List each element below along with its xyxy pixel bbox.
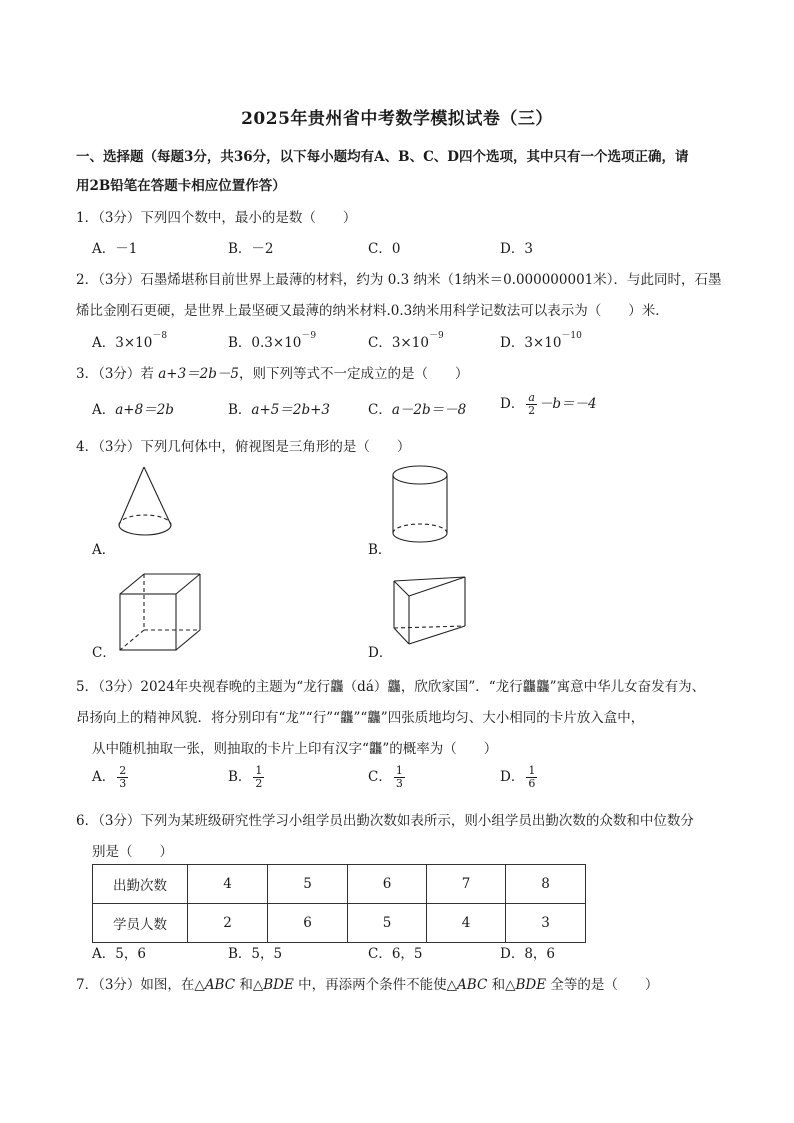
question-4-stem: 4．（3分）下列几何体中，俯视图是三角形的是（ ） — [76, 439, 411, 455]
table-row — [93, 904, 586, 943]
cylinder-icon — [392, 465, 452, 550]
q3-option-b: B．a+5＝2b+3 — [228, 402, 331, 418]
section-header-line1: 一、选择题（每题3分，共36分，以下每小题均有A、B、C、D四个选项，其中只有一个选项正确，请 — [76, 149, 689, 165]
q3-option-c: C．a－2b＝－8 — [368, 402, 467, 418]
table-row — [93, 865, 586, 904]
table-cell: 6 — [268, 904, 348, 943]
table-header-cell: 学员人数 — [93, 904, 188, 943]
fraction: $\frac{a}{2}$ — [528, 391, 536, 417]
table-cell: 7 — [427, 865, 506, 904]
cube-icon — [118, 572, 208, 652]
question-5-line1: 5．（3分）2024年央视春晚的主题为“龙行龘（dá）龘，欣欣家国”．“龙行龘龘”寓意中华儿女奋发有为、 — [76, 679, 706, 695]
question-6-line1: 6．（3分）下列为某班级研究性学习小组学员出勤次数如表所示，则小组学员出勤次数的众数和中位数分 — [76, 813, 694, 829]
cone-icon — [116, 465, 176, 550]
q6-option-c: C．6，5 — [368, 946, 423, 962]
table-cell: 5 — [348, 904, 427, 943]
q5-option-c: C． $\frac{1}{3}$ — [368, 764, 403, 790]
q1-option-a: A．－1 — [92, 241, 138, 257]
page-title: 2025年贵州省中考数学模拟试卷（三） — [241, 109, 553, 129]
q1-option-b: B．－2 — [228, 241, 274, 257]
q1-option-d: D．3 — [500, 241, 533, 257]
question-3-stem: 3．（3分）若 a+3＝2b－5，则下列等式不一定成立的是（ ） — [76, 366, 469, 382]
question-2-line2: 烯比金刚石更硬，是世界上最坚硬又最薄的纳米材料.0.3纳米用科学记数法可以表示为（ ）米． — [76, 303, 669, 319]
q5-option-a: A． $\frac{2}{3}$ — [92, 764, 127, 790]
q2-option-a: A．$3\times 10^{-8}$ — [92, 331, 168, 351]
q3-option-d: D． $\frac{a}{2}$ －b＝－4 — [500, 391, 597, 417]
table-header-cell: 出勤次数 — [93, 865, 188, 904]
q1-option-c: C．0 — [368, 241, 401, 257]
q2-option-b: B．$0.3\times 10^{-9}$ — [228, 331, 317, 351]
triangular-prism-icon — [393, 576, 468, 646]
q4-label-a: A． — [92, 542, 116, 558]
attendance-table — [92, 864, 586, 943]
section-header-line2: 用2B铅笔在答题卡相应位置作答） — [76, 178, 286, 194]
q6-option-a: A．5，6 — [92, 946, 146, 962]
q5-option-d: D． $\frac{1}{6}$ — [500, 764, 536, 790]
question-6-line2: 别是（ ） — [92, 844, 173, 860]
q2-option-c: C．$3\times 10^{-9}$ — [368, 331, 444, 351]
table-cell: 8 — [506, 865, 586, 904]
table-cell: 4 — [427, 904, 506, 943]
table-cell: 5 — [268, 865, 348, 904]
question-1-stem: 1．（3分）下列四个数中，最小的是数（ ） — [76, 210, 357, 226]
q4-label-c: C． — [92, 645, 116, 661]
q6-option-b: B．5，5 — [228, 946, 283, 962]
question-5-line3: 从中随机抽取一张，则抽取的卡片上印有汉字“龘”的概率为（ ） — [92, 741, 498, 757]
q3-option-a: A．a+8＝2b — [92, 402, 174, 418]
table-cell: 3 — [506, 904, 586, 943]
q4-label-d: D． — [368, 645, 393, 661]
table-cell: 4 — [188, 865, 268, 904]
q6-option-d: D．8，6 — [500, 946, 556, 962]
question-7-stem: 7．（3分）如图，在△ABC 和△BDE 中，再添两个条件不能使△ABC 和△BDE 全等的是（ ） — [76, 977, 659, 993]
q5-option-b: B． $\frac{1}{2}$ — [228, 764, 263, 790]
table-cell: 2 — [188, 904, 268, 943]
table-cell: 6 — [348, 865, 427, 904]
question-2-line1: 2．（3分）石墨烯堪称目前世界上最薄的材料，约为 0.3 纳米（1纳米＝0.000000001米）．与此同时，石墨 — [76, 272, 722, 288]
question-5-line2: 昂扬向上的精神风貌．将分别印有“龙”“行”“龘”“龘”四张质地均匀、大小相同的卡片放入盒中， — [76, 710, 645, 726]
q4-label-b: B． — [368, 542, 392, 558]
q2-option-d: D．$3\times 10^{-10}$ — [500, 331, 582, 351]
